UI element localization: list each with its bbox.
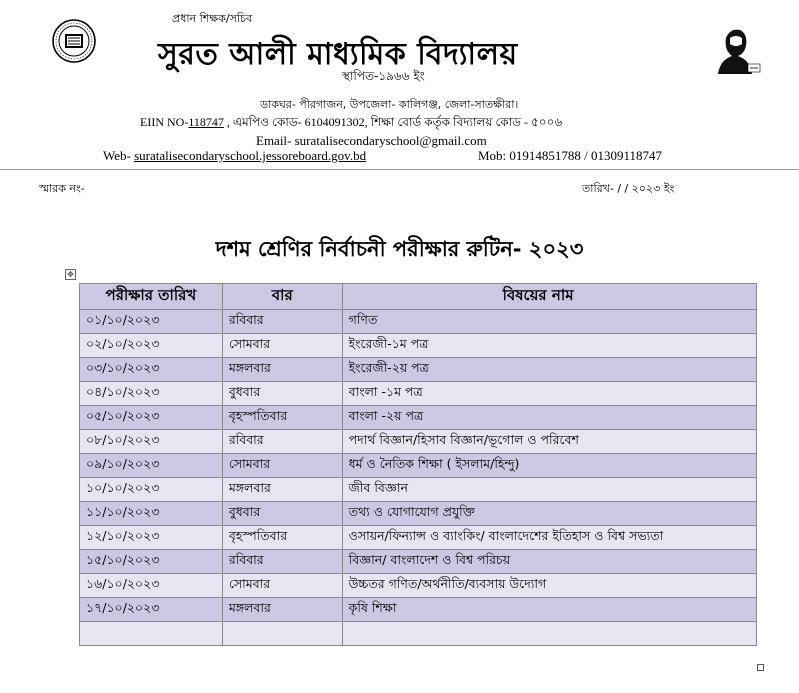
day-cell: রবিবার <box>222 310 342 334</box>
mobile-text: Mob: 01914851788 / 01309118747 <box>478 148 663 163</box>
portrait-emblem-icon <box>710 24 762 76</box>
table-row <box>80 622 757 646</box>
day-cell: সোমবার <box>222 574 342 598</box>
school-name: সুরত আলী মাধ্যমিক বিদ্যালয় <box>158 37 518 72</box>
web-line <box>103 148 366 164</box>
table-row <box>80 526 757 550</box>
school-logo-icon <box>52 19 96 63</box>
day-cell: বুধবার <box>222 502 342 526</box>
subject-cell: জীব বিজ্ঞান <box>342 478 756 502</box>
date-cell: ০১/১০/২০২৩ <box>80 310 223 334</box>
head-role-label: প্রধান শিক্ষক/সচিব <box>172 12 253 25</box>
subject-cell: বিজ্ঞান/ বাংলাদেশ ও বিশ্ব পরিচয় <box>342 550 756 574</box>
day-cell: সোমবার <box>222 454 342 478</box>
web-prefix: Web- <box>103 148 135 163</box>
date-label: তারিখ- / / ২০২৩ ইং <box>582 182 675 195</box>
table-row <box>80 550 757 574</box>
day-cell: মঙ্গলবার <box>222 478 342 502</box>
subject-cell <box>342 622 756 646</box>
address-text: ডাকঘর- পীরগাজন, উপজেলা- কালিগঞ্জ, জেলা-সাতক্ষীরা। <box>260 98 519 111</box>
date-cell: ১১/১০/২০২৩ <box>80 502 223 526</box>
table-row <box>80 478 757 502</box>
subject-cell: গণিত <box>342 310 756 334</box>
date-cell: ০৩/১০/২০২৩ <box>80 358 223 382</box>
day-cell: রবিবার <box>222 550 342 574</box>
date-cell: ১৬/১০/২০২৩ <box>80 574 223 598</box>
table-row <box>80 574 757 598</box>
date-cell: ১৫/১০/২০২৩ <box>80 550 223 574</box>
table-row <box>80 310 757 334</box>
subject-cell: ইংরেজী-১ম পত্র <box>342 334 756 358</box>
day-cell <box>222 622 342 646</box>
routine-title: দশম শ্রেণির নির্বাচনী পরীক্ষার রুটিন- ২০২৩ <box>215 237 584 261</box>
eiin-line <box>140 114 562 134</box>
table-row <box>80 334 757 358</box>
table-header-row <box>80 284 757 310</box>
header-day: বার <box>222 284 342 310</box>
date-cell: ০৫/১০/২০২৩ <box>80 406 223 430</box>
eiin-prefix: EIIN NO- <box>140 115 189 129</box>
established-text: স্থাপিত-১৯৬৬ ইং <box>342 69 425 83</box>
subject-cell: কৃষি শিক্ষা <box>342 598 756 622</box>
date-cell: ০৮/১০/২০২৩ <box>80 430 223 454</box>
header-subject: বিষয়ের নাম <box>342 284 756 310</box>
header-divider <box>0 169 799 170</box>
subject-cell: বাংলা -২য় পত্র <box>342 406 756 430</box>
day-cell: বুধবার <box>222 382 342 406</box>
day-cell: সোমবার <box>222 334 342 358</box>
day-cell: বৃহস্পতিবার <box>222 406 342 430</box>
mpo-text: , এমপিও কোড- 6104091302, শিক্ষা বোর্ড কর্তৃক বিদ্যালয় কোড - ৫০০৬ <box>223 115 563 129</box>
table-row <box>80 382 757 406</box>
table-row <box>80 502 757 526</box>
table-row <box>80 454 757 478</box>
header-date: পরীক্ষার তারিখ <box>80 284 223 310</box>
date-cell: ১৭/১০/২০২৩ <box>80 598 223 622</box>
date-cell <box>80 622 223 646</box>
day-cell: রবিবার <box>222 430 342 454</box>
subject-cell: ওসায়ন/ফিন্যান্স ও ব্যাংকিং/ বাংলাদেশের ইতিহাস ও বিশ্ব সভ্যতা <box>342 526 756 550</box>
subject-cell: বাংলা -১ম পত্র <box>342 382 756 406</box>
day-cell: মঙ্গলবার <box>222 598 342 622</box>
eiin-number: 118747 <box>188 115 224 129</box>
table-row <box>80 406 757 430</box>
resize-handle-icon[interactable] <box>757 664 764 671</box>
date-cell: ১০/১০/২০২৩ <box>80 478 223 502</box>
table-row <box>80 358 757 382</box>
subject-cell: উচ্চতর গণিত/অর্থনীতি/ব্যবসায় উদ্যোগ <box>342 574 756 598</box>
memo-label: স্মারক নং- <box>39 182 85 195</box>
date-cell: ০৯/১০/২০২৩ <box>80 454 223 478</box>
move-handle-icon[interactable]: ✥ <box>65 269 76 280</box>
date-cell: ০২/১০/২০২৩ <box>80 334 223 358</box>
subject-cell: ধর্ম ও নৈতিক শিক্ষা ( ইসলাম/হিন্দু) <box>342 454 756 478</box>
date-cell: ১২/১০/২০২৩ <box>80 526 223 550</box>
table-row <box>80 430 757 454</box>
date-cell: ০৪/১০/২০২৩ <box>80 382 223 406</box>
day-cell: বৃহস্পতিবার <box>222 526 342 550</box>
subject-cell: ইংরেজী-২য় পত্র <box>342 358 756 382</box>
email-text: Email- suratalisecondaryschool@gmail.com <box>256 133 487 148</box>
table-row <box>80 598 757 622</box>
subject-cell: তথ্য ও যোগাযোগ প্রযুক্তি <box>342 502 756 526</box>
day-cell: মঙ্গলবার <box>222 358 342 382</box>
subject-cell: পদার্থ বিজ্ঞান/হিসাব বিজ্ঞান/ভূগোল ও পরিবেশ <box>342 430 756 454</box>
web-url-link[interactable]: suratalisecondaryschool.jessoreboard.gov.bd <box>134 148 367 163</box>
routine-table <box>79 283 757 646</box>
